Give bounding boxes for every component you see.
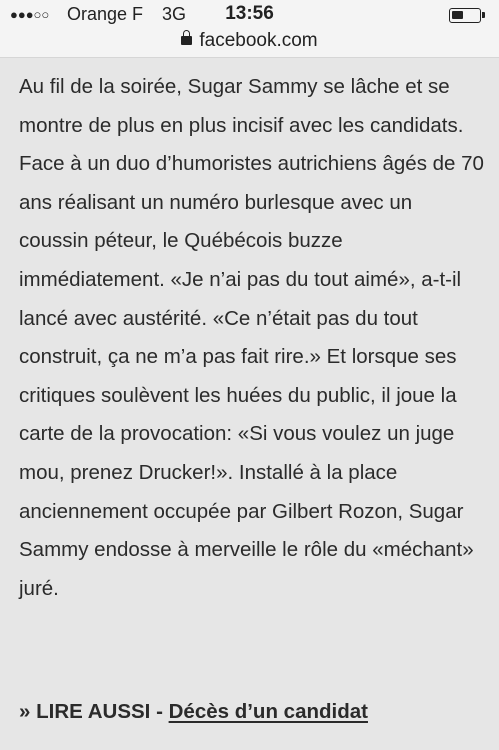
status-bar (0, 0, 499, 28)
carrier-name: Orange F (67, 4, 144, 24)
status-time: 13:56 (225, 3, 274, 24)
address-domain: facebook.com (199, 30, 318, 51)
lock-icon (181, 36, 192, 45)
battery-icon (449, 8, 481, 23)
address-display[interactable] (181, 30, 317, 52)
article-paragraph: Au fil de la soirée, Sugar Sammy se lâche et se montre de plus en plus incisif avec les candidats. Face à un duo d’humoristes autrichiens âgés de 70 ans réalisant un numéro burlesque avec un coussin péteur, le Québécois buzze immédiatement. «Je n’ai pas du tout aimé», a-t-il lancé avec austérité. «Ce n’était pas du tout construit, ça ne m’a pas fait rire.» Et lorsque ses critiques soulèvent les huées du public, il joue la carte de la provocation: «Si vous voulez un juge mou, prenez Drucker!». Installé à la place anciennement occupée par Gilbert Rozon, Sugar Sammy endosse à merveille le rôle du «méchant» juré. (19, 75, 484, 600)
signal-strength-icon: ●●●○○ (10, 7, 50, 22)
read-also-prefix: » LIRE AUSSI - (19, 700, 169, 723)
read-also (19, 700, 489, 724)
address-bar[interactable] (0, 28, 499, 58)
read-also-link[interactable]: Décès d’un candidat (168, 700, 368, 723)
network-type: 3G (162, 4, 187, 24)
